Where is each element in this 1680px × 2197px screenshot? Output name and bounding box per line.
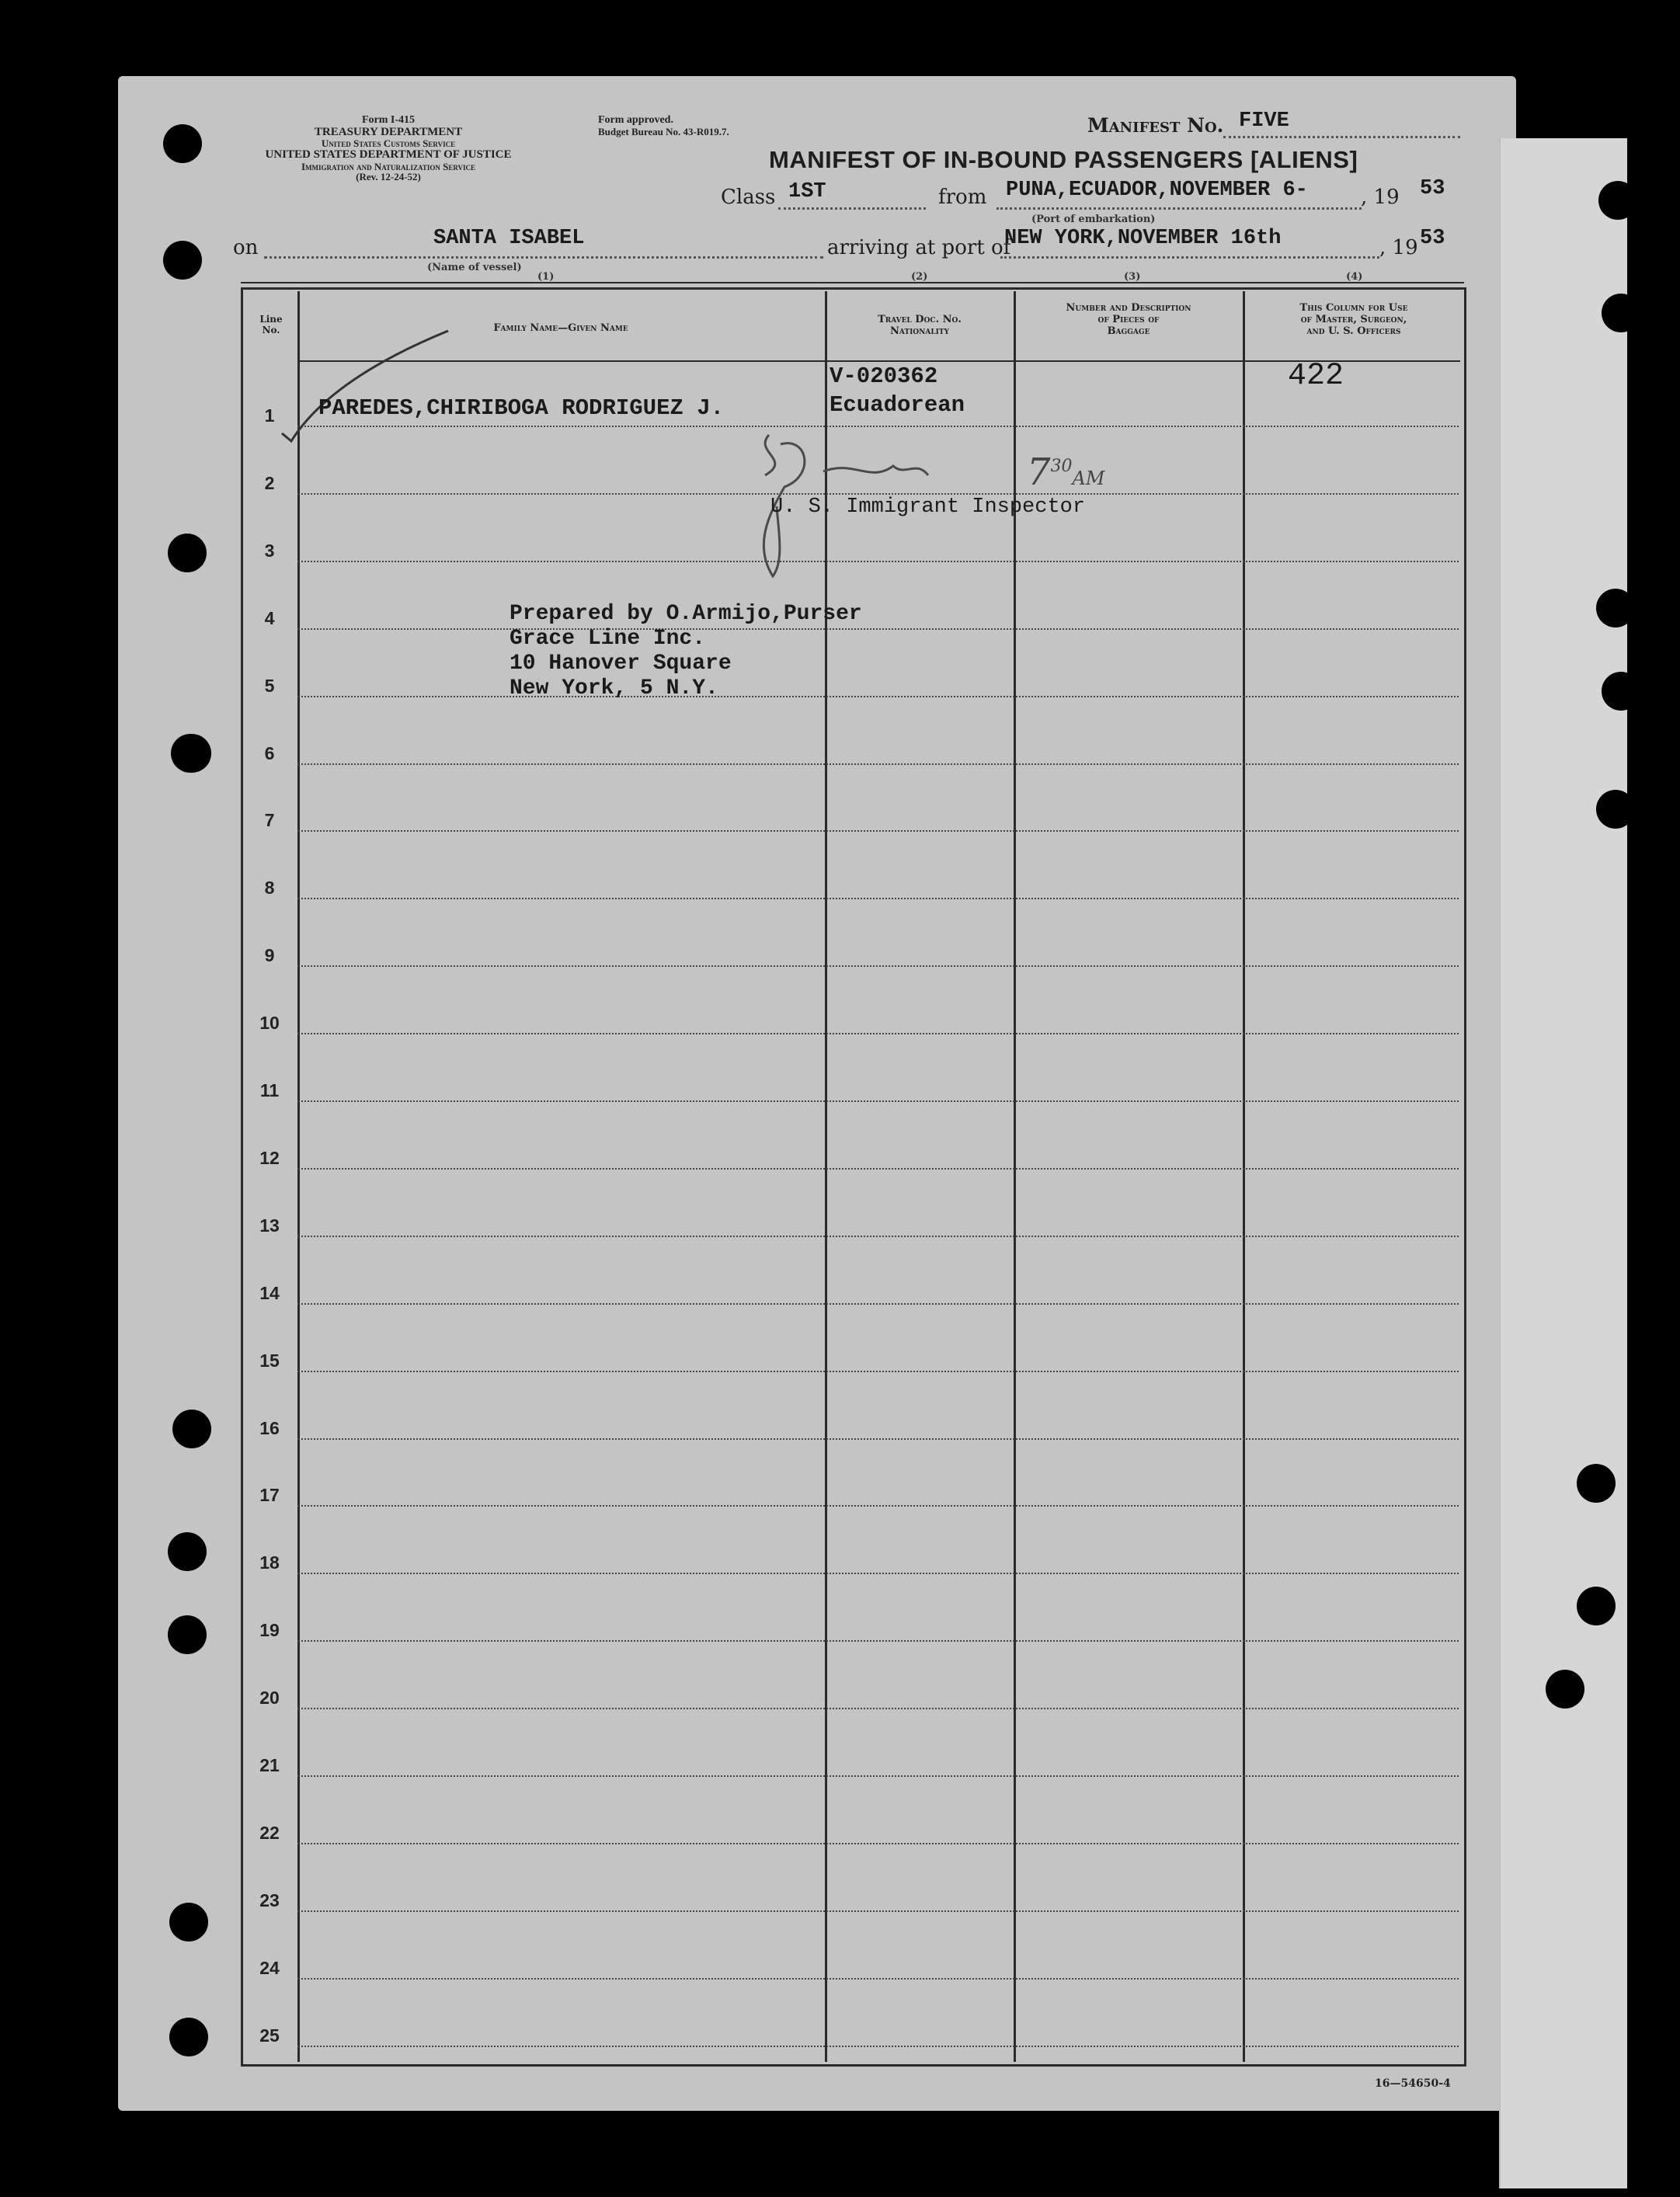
class-label: Class — [721, 186, 776, 209]
row-dotted-line — [297, 830, 1459, 832]
row-number: 16 — [259, 1417, 280, 1438]
punch-hole — [169, 1903, 208, 1941]
row-number: 15 — [259, 1350, 280, 1371]
row-dotted-line — [297, 1438, 1459, 1440]
punch-hole — [169, 2018, 208, 2056]
row-dotted-line — [297, 1100, 1459, 1102]
revision: (Rev. 12-24-52) — [356, 171, 421, 183]
customs-service: United States Customs Service — [321, 137, 456, 150]
punch-hole — [163, 124, 202, 163]
caption-4: (4) — [1346, 271, 1363, 283]
row-number: 8 — [264, 878, 275, 899]
row-dotted-line — [297, 1775, 1459, 1777]
row-number: 11 — [259, 1080, 280, 1100]
punch-hole — [1602, 294, 1640, 332]
row-number: 9 — [264, 945, 275, 966]
row-number: 19 — [259, 1620, 280, 1641]
manifest-no-value: FIVE — [1239, 110, 1289, 133]
header-row-rule — [297, 360, 1460, 362]
punch-hole — [1598, 181, 1637, 220]
address-line-2: New York, 5 N.Y. — [510, 676, 718, 700]
row-number: 25 — [259, 2025, 280, 2046]
row-dotted-line — [297, 1371, 1459, 1372]
budget-bureau: Budget Bureau No. 43-R019.7. — [598, 125, 729, 137]
row-number: 13 — [259, 1215, 280, 1236]
from-line — [997, 207, 1362, 210]
row-dotted-line — [297, 1910, 1459, 1912]
punch-hole — [172, 1410, 211, 1448]
punch-hole — [1577, 1464, 1616, 1503]
form-approved: Form approved. — [598, 114, 673, 126]
row-dotted-line — [297, 628, 1459, 630]
row-number: 6 — [264, 742, 275, 763]
row-number: 1 — [264, 405, 275, 426]
from-value: PUNA,ECUADOR,NOVEMBER 6- — [1006, 179, 1308, 202]
row-dotted-line — [297, 1978, 1459, 1980]
page-title: MANIFEST OF IN-BOUND PASSENGERS [ALIENS] — [769, 146, 1358, 173]
row-number: 7 — [264, 810, 275, 831]
row-number: 14 — [259, 1282, 280, 1303]
row-dotted-line — [297, 1236, 1459, 1237]
punch-hole — [172, 734, 211, 773]
row-number: 3 — [264, 540, 275, 561]
row-number: 17 — [259, 1485, 280, 1506]
nationality: Ecuadorean — [830, 392, 965, 418]
punch-hole — [1596, 790, 1635, 829]
row-dotted-line — [297, 1843, 1459, 1844]
print-code: 16—54650-4 — [1375, 2077, 1451, 2090]
caption-1: (1) — [537, 271, 555, 283]
from-label: from — [938, 186, 987, 209]
caption-2: (2) — [911, 271, 928, 283]
on-label: on — [233, 236, 259, 259]
punch-hole — [163, 241, 202, 280]
port-embarkation-caption: (Port of embarkation) — [1031, 214, 1156, 225]
row-number: 10 — [259, 1013, 280, 1034]
row-dotted-line — [297, 696, 1459, 697]
officer-number: 422 — [1288, 359, 1344, 394]
row-dotted-line — [297, 898, 1459, 899]
travel-doc-no: V-020362 — [830, 363, 938, 389]
col-header-travel-doc: Travel Doc. No. Nationality — [878, 314, 962, 337]
year-prefix-1: , 19 — [1361, 186, 1400, 209]
vessel-caption: (Name of vessel) — [427, 262, 522, 273]
row-dotted-line — [297, 1303, 1459, 1305]
class-value: 1ST — [788, 180, 826, 203]
row-dotted-line — [297, 1033, 1459, 1034]
agency-block — [225, 115, 551, 183]
punch-hole — [168, 1615, 207, 1654]
punch-hole — [168, 534, 207, 572]
row-dotted-line — [297, 1168, 1459, 1170]
row-number: 5 — [264, 675, 275, 696]
row-dotted-line — [297, 1505, 1459, 1507]
approval-block — [598, 115, 729, 137]
manifest-no-line — [1223, 136, 1460, 138]
col-divider-baggage — [1243, 291, 1245, 2062]
row-number: 21 — [259, 1755, 280, 1775]
dept-justice: UNITED STATES DEPARTMENT OF JUSTICE — [265, 148, 512, 162]
year-suffix-1: 53 — [1420, 177, 1445, 200]
vessel-value: SANTA ISABEL — [433, 227, 585, 250]
row-dotted-line — [297, 763, 1459, 765]
row-dotted-line — [297, 426, 1459, 427]
ins: Immigration and Naturalization Service — [301, 160, 476, 172]
col-header-officers: This Column for Use of Master, Surgeon, and U. S. Officers — [1299, 302, 1408, 337]
row-number: 24 — [259, 1957, 280, 1978]
row-dotted-line — [297, 1573, 1459, 1574]
punch-hole — [168, 1532, 207, 1571]
row-number: 23 — [259, 1889, 280, 1910]
punch-hole — [1546, 1670, 1584, 1709]
punch-hole — [1596, 589, 1635, 627]
row-number: 18 — [259, 1552, 280, 1573]
address-line-1: 10 Hanover Square — [510, 652, 732, 676]
inspector-time-note: $7^{30}AM$ — [1027, 450, 1105, 494]
year-prefix-2: , 19 — [1379, 236, 1418, 259]
punch-hole — [1577, 1587, 1616, 1625]
manifest-no-label: Manifest No. — [1087, 114, 1224, 137]
row-number: 22 — [259, 1822, 280, 1843]
inspector-caption: U. S. Immigrant Inspector — [770, 495, 1086, 519]
company-name: Grace Line Inc. — [510, 627, 706, 651]
col-header-line-no: Line No. — [259, 314, 283, 335]
row-dotted-line — [297, 1640, 1459, 1642]
vessel-line — [264, 256, 823, 259]
prepared-by: Prepared by O.Armijo,Purser — [510, 602, 862, 626]
form-number: Form I-415 — [361, 114, 416, 126]
col-header-baggage: Number and Description of Pieces of Baggage — [1066, 302, 1191, 337]
row-number: 2 — [264, 472, 275, 493]
check-mark — [276, 325, 454, 445]
row-number: 20 — [259, 1688, 280, 1709]
row-number: 12 — [259, 1147, 280, 1168]
col-divider-line — [297, 291, 300, 2062]
row-dotted-line — [297, 2046, 1459, 2047]
caption-3: (3) — [1124, 271, 1141, 283]
arriving-value: NEW YORK,NOVEMBER 16th — [1004, 227, 1282, 250]
row-number: 4 — [264, 607, 275, 628]
dept-treasury: TREASURY DEPARTMENT — [314, 125, 463, 138]
class-line — [778, 207, 926, 210]
binding-strip — [1499, 138, 1627, 2188]
arriving-line — [1000, 256, 1379, 259]
row-dotted-line — [297, 965, 1459, 967]
punch-hole — [1602, 672, 1640, 711]
arriving-label: arriving at port of — [827, 236, 1011, 259]
row-dotted-line — [297, 1708, 1459, 1709]
table-top-rule — [241, 282, 1464, 283]
col-header-name: Family Name—Given Name — [493, 322, 628, 334]
year-suffix-2: 53 — [1420, 227, 1445, 250]
passenger-name: PAREDES,CHIRIBOGA RODRIGUEZ J. — [318, 395, 725, 421]
